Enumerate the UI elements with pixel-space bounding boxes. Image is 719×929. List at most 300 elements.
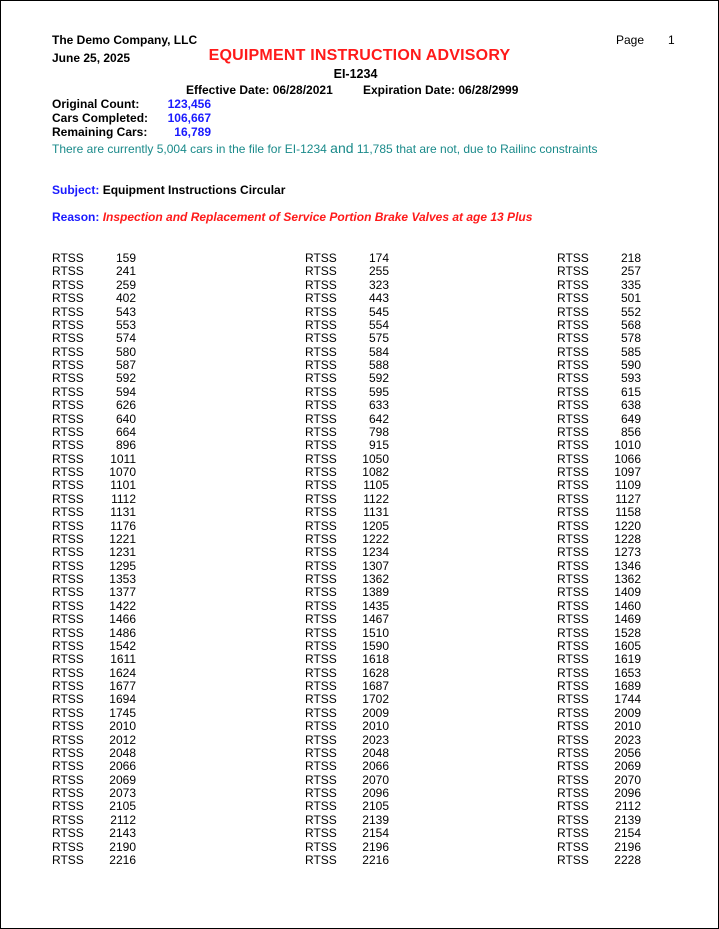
car-number: 1619 <box>614 652 641 667</box>
reporting-mark: RTSS <box>305 291 337 306</box>
reporting-mark: RTSS <box>305 545 337 560</box>
car-list-row <box>52 265 162 278</box>
reporting-mark: RTSS <box>52 505 84 520</box>
reporting-mark: RTSS <box>305 264 337 279</box>
car-number: 2096 <box>614 786 641 800</box>
car-list-row <box>52 506 162 519</box>
reporting-mark: RTSS <box>557 572 589 586</box>
car-number: 2105 <box>109 799 136 814</box>
reporting-mark: RTSS <box>52 384 84 399</box>
car-list-column-2 <box>305 252 415 867</box>
car-list-row <box>52 426 162 439</box>
car-list-column-1 <box>52 252 162 867</box>
reporting-mark: RTSS <box>557 291 589 306</box>
reporting-mark: RTSS <box>557 478 589 493</box>
car-list-row <box>52 279 162 292</box>
car-number: 2010 <box>362 719 389 734</box>
car-number: 1590 <box>362 638 389 653</box>
reporting-mark: RTSS <box>52 665 84 680</box>
reporting-mark: RTSS <box>557 264 589 279</box>
car-list-row <box>305 466 415 479</box>
car-number: 1486 <box>109 625 136 640</box>
car-list-row <box>305 265 415 278</box>
reporting-mark: RTSS <box>52 518 84 533</box>
car-list-row <box>557 734 667 747</box>
car-list-row <box>52 841 162 854</box>
car-number: 218 <box>620 251 641 265</box>
car-list-row <box>305 359 415 372</box>
reporting-mark: RTSS <box>557 812 589 827</box>
reporting-mark: RTSS <box>52 398 84 413</box>
reporting-mark: RTSS <box>557 759 589 774</box>
cars-note-part2: 11,785 that are not, due to Railinc constraints <box>356 142 598 156</box>
car-number: 259 <box>115 277 136 292</box>
reporting-mark: RTSS <box>305 598 337 613</box>
car-number: 896 <box>115 438 136 453</box>
car-list-row <box>52 854 162 867</box>
car-list-row <box>305 520 415 533</box>
reporting-mark: RTSS <box>557 438 589 453</box>
reporting-mark: RTSS <box>52 826 84 841</box>
reporting-mark: RTSS <box>52 679 84 693</box>
reporting-mark: RTSS <box>557 719 589 734</box>
reason-value: Inspection and Replacement of Service Portion Brake Valves at age 13 Plus <box>102 210 533 224</box>
car-list-row <box>52 359 162 372</box>
reporting-mark: RTSS <box>557 638 589 653</box>
car-number: 664 <box>115 424 136 439</box>
car-list-row <box>52 560 162 573</box>
reporting-mark: RTSS <box>52 786 84 800</box>
reporting-mark: RTSS <box>557 331 589 346</box>
reporting-mark: RTSS <box>52 264 84 279</box>
reporting-mark: RTSS <box>305 251 337 265</box>
reporting-mark: RTSS <box>52 572 84 586</box>
car-list-row <box>557 640 667 653</box>
reporting-mark: RTSS <box>557 598 589 613</box>
cars-note-part1: There are currently 5,004 cars in the file for EI-1234 <box>52 142 327 156</box>
car-list-row <box>557 439 667 452</box>
reporting-mark: RTSS <box>52 585 84 600</box>
car-list-row <box>52 800 162 813</box>
car-list-row <box>557 667 667 680</box>
car-number: 2143 <box>109 826 136 841</box>
car-list-row <box>52 493 162 506</box>
reporting-mark: RTSS <box>52 451 84 466</box>
reporting-mark: RTSS <box>52 638 84 653</box>
car-list-row <box>557 693 667 706</box>
company-name: The Demo Company, LLC <box>52 33 198 47</box>
car-list-row <box>52 466 162 479</box>
car-number: 402 <box>115 291 136 306</box>
car-number: 1070 <box>109 465 136 479</box>
car-number: 1221 <box>109 531 136 546</box>
car-list-row <box>52 627 162 640</box>
car-number: 545 <box>368 304 389 319</box>
car-list-row <box>305 319 415 332</box>
reporting-mark: RTSS <box>557 358 589 372</box>
reporting-mark: RTSS <box>305 745 337 760</box>
page-number: 1 <box>668 33 675 47</box>
car-list-row <box>557 747 667 760</box>
reporting-mark: RTSS <box>52 331 84 346</box>
car-number: 543 <box>115 304 136 319</box>
reporting-mark: RTSS <box>305 531 337 546</box>
reporting-mark: RTSS <box>305 852 337 867</box>
report-date: June 25, 2025 <box>52 51 131 65</box>
car-list-row <box>305 346 415 359</box>
remaining-cars-label: Remaining Cars: <box>52 125 148 139</box>
car-number: 1389 <box>362 585 389 600</box>
car-list-row <box>305 800 415 813</box>
car-list-row <box>52 252 162 265</box>
car-number: 2010 <box>109 719 136 734</box>
car-number: 2070 <box>362 772 389 787</box>
car-list-row <box>557 653 667 666</box>
car-list-row <box>52 546 162 559</box>
car-number: 1097 <box>614 465 641 479</box>
car-number: 1469 <box>614 612 641 627</box>
car-list-row <box>305 787 415 800</box>
reporting-mark: RTSS <box>557 384 589 399</box>
car-number: 2190 <box>109 839 136 854</box>
car-list-row <box>52 439 162 452</box>
car-number: 1702 <box>362 692 389 707</box>
reporting-mark: RTSS <box>305 812 337 827</box>
reporting-mark: RTSS <box>557 705 589 720</box>
reporting-mark: RTSS <box>557 558 589 573</box>
reporting-mark: RTSS <box>305 772 337 787</box>
car-list-row <box>305 841 415 854</box>
car-list-row <box>557 680 667 693</box>
car-list-row <box>557 386 667 399</box>
reporting-mark: RTSS <box>305 424 337 439</box>
car-list-row <box>305 653 415 666</box>
car-list-row <box>52 533 162 546</box>
car-number: 2010 <box>614 719 641 734</box>
reporting-mark: RTSS <box>52 558 84 573</box>
reporting-mark: RTSS <box>305 692 337 707</box>
reporting-mark: RTSS <box>557 786 589 800</box>
reporting-mark: RTSS <box>557 826 589 841</box>
car-number: 1435 <box>362 598 389 613</box>
reporting-mark: RTSS <box>52 732 84 747</box>
car-number: 1618 <box>362 652 389 667</box>
reporting-mark: RTSS <box>557 852 589 867</box>
reporting-mark: RTSS <box>305 679 337 693</box>
car-number: 1222 <box>362 531 389 546</box>
car-list-row <box>557 774 667 787</box>
car-number: 640 <box>115 411 136 426</box>
car-list-row <box>52 734 162 747</box>
reporting-mark: RTSS <box>52 545 84 560</box>
car-list-row <box>305 573 415 586</box>
car-list-row <box>557 600 667 613</box>
reporting-mark: RTSS <box>52 491 84 506</box>
car-number: 1231 <box>109 545 136 560</box>
car-list-row <box>305 279 415 292</box>
reporting-mark: RTSS <box>557 679 589 693</box>
reporting-mark: RTSS <box>305 719 337 734</box>
car-list-row <box>557 560 667 573</box>
car-number: 615 <box>620 384 641 399</box>
reporting-mark: RTSS <box>305 665 337 680</box>
car-number: 443 <box>368 291 389 306</box>
remaining-cars-value: 16,789 <box>174 125 211 139</box>
car-number: 1176 <box>110 518 136 533</box>
car-number: 257 <box>620 264 641 279</box>
car-number: 1109 <box>615 478 641 493</box>
reporting-mark: RTSS <box>557 251 589 265</box>
reporting-mark: RTSS <box>557 411 589 426</box>
car-number: 1122 <box>363 491 389 506</box>
car-number: 1467 <box>362 612 389 627</box>
original-count-label: Original Count: <box>52 97 140 111</box>
car-number: 592 <box>115 371 136 386</box>
car-number: 2048 <box>362 745 389 760</box>
car-list-row <box>305 546 415 559</box>
car-number: 2069 <box>614 759 641 774</box>
reporting-mark: RTSS <box>305 411 337 426</box>
car-number: 554 <box>368 317 389 332</box>
car-number: 626 <box>115 398 136 413</box>
car-list-row <box>557 252 667 265</box>
car-number: 2048 <box>109 745 136 760</box>
reporting-mark: RTSS <box>52 438 84 453</box>
reporting-mark: RTSS <box>52 652 84 667</box>
car-list-row <box>557 854 667 867</box>
car-list-row <box>557 573 667 586</box>
car-list-row <box>52 667 162 680</box>
reporting-mark: RTSS <box>305 371 337 386</box>
reporting-mark: RTSS <box>52 598 84 613</box>
page-label: Page <box>616 33 645 47</box>
car-number: 2073 <box>109 786 136 800</box>
reporting-mark: RTSS <box>305 839 337 854</box>
car-number: 1105 <box>363 478 389 493</box>
car-number: 241 <box>115 264 136 279</box>
car-number: 568 <box>620 317 641 332</box>
car-number: 584 <box>368 344 389 359</box>
car-number: 1131 <box>110 505 136 520</box>
car-list-row <box>305 332 415 345</box>
car-number: 1624 <box>109 665 136 680</box>
car-number: 2023 <box>362 732 389 747</box>
reporting-mark: RTSS <box>557 424 589 439</box>
car-number: 323 <box>368 277 389 292</box>
reporting-mark: RTSS <box>52 358 84 372</box>
reporting-mark: RTSS <box>557 652 589 667</box>
car-list-row <box>557 627 667 640</box>
car-number: 255 <box>368 264 389 279</box>
car-list-row <box>557 814 667 827</box>
car-number: 2105 <box>362 799 389 814</box>
reporting-mark: RTSS <box>557 371 589 386</box>
car-list-row <box>52 586 162 599</box>
reporting-mark: RTSS <box>52 772 84 787</box>
car-number: 593 <box>620 371 641 386</box>
car-list-row <box>305 627 415 640</box>
car-number: 1466 <box>109 612 136 627</box>
cars-completed-value: 106,667 <box>167 111 211 125</box>
reporting-mark: RTSS <box>52 612 84 627</box>
car-list-row <box>557 760 667 773</box>
car-number: 592 <box>368 371 389 386</box>
car-number: 856 <box>620 424 641 439</box>
car-number: 575 <box>368 331 389 346</box>
car-list-row <box>557 453 667 466</box>
page-title: EQUIPMENT INSTRUCTION ADVISORY <box>208 47 511 64</box>
car-number: 2154 <box>614 826 641 841</box>
car-number: 1205 <box>362 518 389 533</box>
reporting-mark: RTSS <box>305 572 337 586</box>
car-number: 2066 <box>362 759 389 774</box>
reporting-mark: RTSS <box>305 277 337 292</box>
car-list-row <box>305 760 415 773</box>
reporting-mark: RTSS <box>557 317 589 332</box>
car-list-row <box>557 346 667 359</box>
reporting-mark: RTSS <box>305 612 337 627</box>
car-number: 1377 <box>109 585 136 600</box>
reporting-mark: RTSS <box>52 478 84 493</box>
reporting-mark: RTSS <box>52 692 84 707</box>
car-number: 1689 <box>614 679 641 693</box>
reporting-mark: RTSS <box>52 317 84 332</box>
car-number: 159 <box>115 251 136 265</box>
car-list-row <box>557 479 667 492</box>
car-list-row <box>557 413 667 426</box>
reporting-mark: RTSS <box>557 799 589 814</box>
car-list-row <box>52 774 162 787</box>
reporting-mark: RTSS <box>52 277 84 292</box>
car-number: 501 <box>620 291 641 306</box>
reporting-mark: RTSS <box>305 826 337 841</box>
reporting-mark: RTSS <box>557 505 589 520</box>
car-list-row <box>305 426 415 439</box>
reporting-mark: RTSS <box>305 799 337 814</box>
car-number: 580 <box>115 344 136 359</box>
car-list-row <box>305 707 415 720</box>
car-list-row <box>305 413 415 426</box>
reporting-mark: RTSS <box>305 759 337 774</box>
car-list-row <box>557 800 667 813</box>
car-number: 335 <box>620 277 641 292</box>
reporting-mark: RTSS <box>557 772 589 787</box>
car-list-row <box>52 573 162 586</box>
car-list-row <box>557 426 667 439</box>
reporting-mark: RTSS <box>52 812 84 827</box>
car-list-row <box>52 399 162 412</box>
reporting-mark: RTSS <box>52 705 84 720</box>
reporting-mark: RTSS <box>305 398 337 413</box>
reporting-mark: RTSS <box>305 384 337 399</box>
car-number: 1011 <box>110 451 136 466</box>
car-number: 1112 <box>111 491 136 506</box>
reporting-mark: RTSS <box>305 638 337 653</box>
car-list-row <box>305 479 415 492</box>
car-list-row <box>52 720 162 733</box>
car-number: 798 <box>368 424 389 439</box>
car-number: 2023 <box>614 732 641 747</box>
car-number: 642 <box>368 411 389 426</box>
car-list-row <box>305 506 415 519</box>
car-list-row <box>305 720 415 733</box>
car-number: 1353 <box>109 572 136 586</box>
effective-date: Effective Date: 06/28/2021 <box>186 83 333 97</box>
reporting-mark: RTSS <box>52 424 84 439</box>
car-list-row <box>305 493 415 506</box>
reporting-mark: RTSS <box>557 612 589 627</box>
car-number: 1687 <box>362 679 389 693</box>
reporting-mark: RTSS <box>557 304 589 319</box>
car-list-row <box>305 372 415 385</box>
car-number: 1362 <box>614 572 641 586</box>
car-list-row <box>305 680 415 693</box>
reporting-mark: RTSS <box>305 304 337 319</box>
car-list-row <box>52 693 162 706</box>
reporting-mark: RTSS <box>52 719 84 734</box>
car-list-row <box>52 680 162 693</box>
reporting-mark: RTSS <box>52 852 84 867</box>
reporting-mark: RTSS <box>52 625 84 640</box>
car-list-row <box>557 841 667 854</box>
car-number: 2066 <box>109 759 136 774</box>
car-number: 2069 <box>109 772 136 787</box>
car-list-row <box>557 613 667 626</box>
car-number: 2056 <box>614 745 641 760</box>
car-number: 588 <box>368 358 389 372</box>
cars-completed-label: Cars Completed: <box>52 111 149 125</box>
car-number: 2112 <box>110 812 136 827</box>
car-list-row <box>52 600 162 613</box>
subject-value: Equipment Instructions Circular <box>102 183 286 197</box>
car-list-row <box>305 252 415 265</box>
car-number: 2228 <box>614 852 641 867</box>
car-number: 2154 <box>362 826 389 841</box>
car-list-row <box>305 560 415 573</box>
reporting-mark: RTSS <box>52 839 84 854</box>
car-list-row <box>305 586 415 599</box>
car-number: 553 <box>115 317 136 332</box>
car-number: 1127 <box>615 491 641 506</box>
car-list-row <box>52 479 162 492</box>
car-number: 2070 <box>614 772 641 787</box>
car-number: 585 <box>620 344 641 359</box>
car-list-row <box>305 734 415 747</box>
car-list-row <box>557 707 667 720</box>
car-number: 915 <box>368 438 389 453</box>
reporting-mark: RTSS <box>557 732 589 747</box>
reporting-mark: RTSS <box>305 558 337 573</box>
car-list-row <box>52 827 162 840</box>
car-number: 1082 <box>362 465 389 479</box>
car-number: 1510 <box>362 625 389 640</box>
car-list-row <box>52 747 162 760</box>
reporting-mark: RTSS <box>52 411 84 426</box>
car-number: 1677 <box>109 679 136 693</box>
document-id: EI-1234 <box>333 67 378 81</box>
car-number: 1362 <box>362 572 389 586</box>
car-list-row <box>305 292 415 305</box>
car-number: 1744 <box>614 692 641 707</box>
car-list-row <box>557 506 667 519</box>
car-number: 2096 <box>362 786 389 800</box>
reporting-mark: RTSS <box>305 518 337 533</box>
reporting-mark: RTSS <box>557 491 589 506</box>
car-list-row <box>52 520 162 533</box>
reporting-mark: RTSS <box>52 304 84 319</box>
car-number: 1220 <box>614 518 641 533</box>
car-list-row <box>557 332 667 345</box>
